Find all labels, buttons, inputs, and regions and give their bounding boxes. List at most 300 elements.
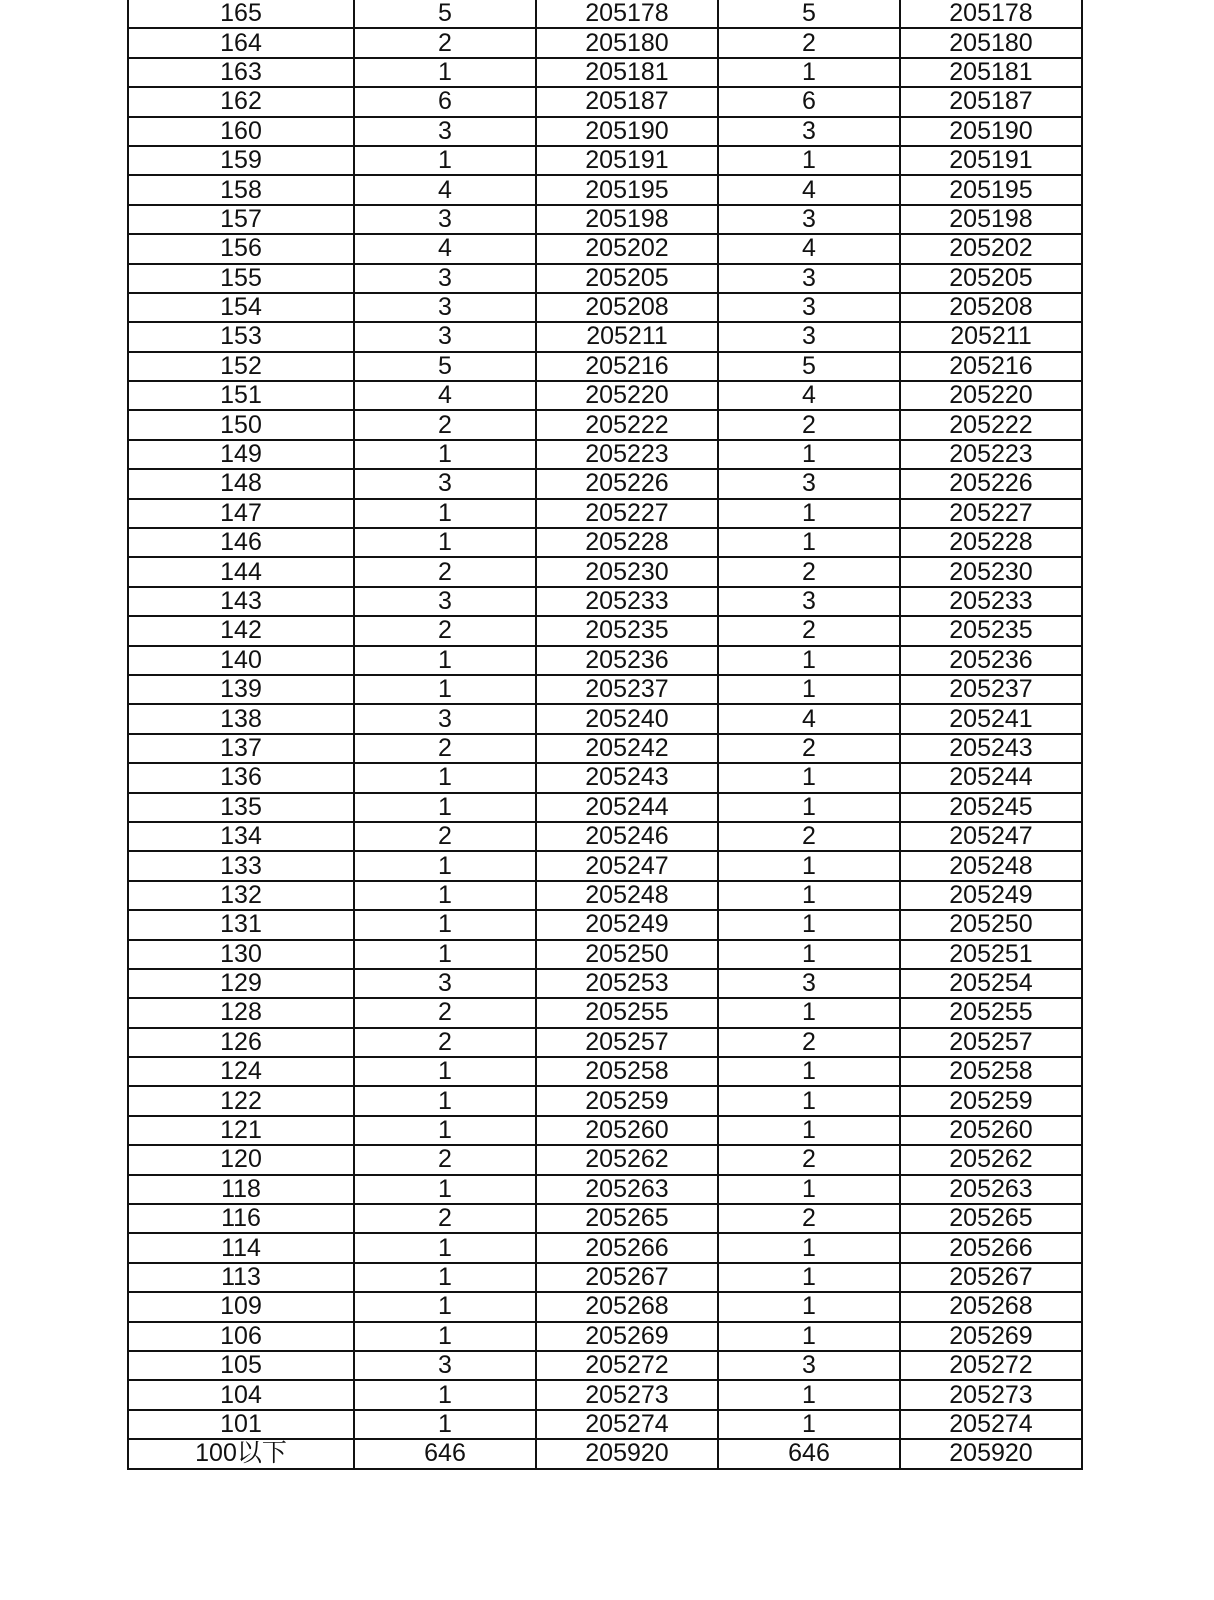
cumulative-cell-a: 205268 [536,1292,718,1321]
cumulative-cell-a: 205260 [536,1116,718,1145]
cumulative-cell-a: 205237 [536,675,718,704]
score-cell: 159 [128,146,354,175]
table-row [128,1145,1082,1174]
cumulative-cell-b: 205223 [900,440,1082,469]
cumulative-cell-a: 205262 [536,1145,718,1174]
count-cell-b: 1 [718,998,900,1027]
count-cell-b: 3 [718,1351,900,1380]
count-cell-b: 5 [718,0,900,28]
table-row [128,910,1082,939]
score-cell: 133 [128,851,354,880]
table-row [128,234,1082,263]
cumulative-cell-a: 205208 [536,293,718,322]
cumulative-cell-b: 205249 [900,881,1082,910]
table-row [128,440,1082,469]
table-row [128,1086,1082,1115]
cumulative-cell-b: 205211 [900,322,1082,351]
cumulative-cell-b: 205178 [900,0,1082,28]
table-row [128,969,1082,998]
cumulative-cell-a: 205226 [536,469,718,498]
score-cell: 146 [128,528,354,557]
table-row [128,381,1082,410]
count-cell-b: 1 [718,499,900,528]
cumulative-cell-a: 205253 [536,969,718,998]
count-cell-b: 1 [718,1410,900,1439]
count-cell-a: 5 [354,0,536,28]
table-row [128,175,1082,204]
table-row [128,763,1082,792]
cumulative-cell-b: 205208 [900,293,1082,322]
count-cell-b: 2 [718,410,900,439]
cumulative-cell-a: 205246 [536,822,718,851]
table-row [128,851,1082,880]
cumulative-cell-a: 205263 [536,1175,718,1204]
cumulative-cell-a: 205223 [536,440,718,469]
cumulative-cell-b: 205250 [900,910,1082,939]
cumulative-cell-a: 205250 [536,940,718,969]
count-cell-b: 4 [718,704,900,733]
count-cell-a: 1 [354,881,536,910]
table-row [128,293,1082,322]
table-row [128,616,1082,645]
cumulative-cell-b: 205263 [900,1175,1082,1204]
score-cell: 158 [128,175,354,204]
count-cell-a: 1 [354,940,536,969]
table-row [128,410,1082,439]
table-row [128,1351,1082,1380]
count-cell-b: 3 [718,264,900,293]
cumulative-cell-b: 205267 [900,1263,1082,1292]
score-cell: 120 [128,1145,354,1174]
score-cell: 131 [128,910,354,939]
cumulative-cell-a: 205244 [536,793,718,822]
table-row [128,0,1082,28]
score-cell: 157 [128,205,354,234]
score-cell: 153 [128,322,354,351]
table-row [128,1116,1082,1145]
count-cell-a: 3 [354,969,536,998]
count-cell-b: 2 [718,616,900,645]
count-cell-a: 2 [354,998,536,1027]
table-row [128,881,1082,910]
count-cell-b: 1 [718,1292,900,1321]
count-cell-a: 2 [354,28,536,57]
score-cell: 106 [128,1322,354,1351]
count-cell-b: 3 [718,293,900,322]
count-cell-b: 1 [718,440,900,469]
cumulative-cell-a: 205267 [536,1263,718,1292]
cumulative-cell-b: 205220 [900,381,1082,410]
count-cell-a: 1 [354,1233,536,1262]
count-cell-b: 3 [718,322,900,351]
count-cell-b: 1 [718,1380,900,1409]
score-distribution-table [127,0,1083,1470]
cumulative-cell-b: 205191 [900,146,1082,175]
table-row [128,28,1082,57]
cumulative-cell-a: 205220 [536,381,718,410]
score-cell: 148 [128,469,354,498]
cumulative-cell-b: 205273 [900,1380,1082,1409]
table-row [128,1322,1082,1351]
cumulative-cell-a: 205243 [536,763,718,792]
cumulative-cell-a: 205920 [536,1439,718,1468]
score-cell: 142 [128,616,354,645]
table-row [128,1263,1082,1292]
score-cell: 152 [128,352,354,381]
cumulative-cell-b: 205236 [900,646,1082,675]
cumulative-cell-b: 205244 [900,763,1082,792]
cumulative-cell-a: 205202 [536,234,718,263]
count-cell-a: 2 [354,1204,536,1233]
table-row [128,998,1082,1027]
table-row [128,1057,1082,1086]
count-cell-a: 1 [354,793,536,822]
cumulative-cell-a: 205198 [536,205,718,234]
table-row [128,1410,1082,1439]
table-row [128,734,1082,763]
count-cell-a: 1 [354,146,536,175]
count-cell-b: 4 [718,234,900,263]
count-cell-a: 3 [354,264,536,293]
cumulative-cell-b: 205247 [900,822,1082,851]
score-cell: 118 [128,1175,354,1204]
count-cell-a: 1 [354,440,536,469]
cumulative-cell-b: 205235 [900,616,1082,645]
cumulative-cell-b: 205195 [900,175,1082,204]
count-cell-a: 1 [354,1263,536,1292]
count-cell-a: 1 [354,910,536,939]
cumulative-cell-a: 205248 [536,881,718,910]
cumulative-cell-b: 205187 [900,87,1082,116]
count-cell-b: 2 [718,28,900,57]
count-cell-b: 1 [718,910,900,939]
cumulative-cell-b: 205260 [900,1116,1082,1145]
count-cell-b: 1 [718,851,900,880]
cumulative-cell-a: 205272 [536,1351,718,1380]
cumulative-cell-b: 205205 [900,264,1082,293]
count-cell-a: 1 [354,851,536,880]
score-cell: 128 [128,998,354,1027]
count-cell-b: 1 [718,793,900,822]
count-cell-b: 2 [718,1204,900,1233]
count-cell-a: 1 [354,1410,536,1439]
count-cell-b: 3 [718,969,900,998]
cumulative-cell-a: 205249 [536,910,718,939]
table-row [128,146,1082,175]
count-cell-b: 2 [718,557,900,586]
count-cell-b: 3 [718,117,900,146]
cumulative-cell-a: 205236 [536,646,718,675]
cumulative-cell-b: 205255 [900,998,1082,1027]
count-cell-a: 646 [354,1439,536,1468]
count-cell-b: 5 [718,352,900,381]
cumulative-cell-a: 205191 [536,146,718,175]
cumulative-cell-a: 205266 [536,1233,718,1262]
cumulative-cell-b: 205180 [900,28,1082,57]
score-cell: 104 [128,1380,354,1409]
count-cell-a: 1 [354,499,536,528]
count-cell-a: 1 [354,675,536,704]
count-cell-a: 3 [354,205,536,234]
count-cell-b: 1 [718,1086,900,1115]
score-cell: 160 [128,117,354,146]
cumulative-cell-b: 205248 [900,851,1082,880]
score-cell: 132 [128,881,354,910]
cumulative-cell-a: 205178 [536,0,718,28]
score-cell: 149 [128,440,354,469]
cumulative-cell-b: 205266 [900,1233,1082,1262]
count-cell-b: 3 [718,205,900,234]
cumulative-cell-b: 205243 [900,734,1082,763]
score-cell: 116 [128,1204,354,1233]
table-row [128,117,1082,146]
count-cell-a: 1 [354,1116,536,1145]
cumulative-cell-b: 205257 [900,1028,1082,1057]
count-cell-a: 1 [354,1380,536,1409]
count-cell-a: 1 [354,1086,536,1115]
count-cell-a: 2 [354,557,536,586]
count-cell-b: 1 [718,146,900,175]
table-row [128,205,1082,234]
cumulative-cell-b: 205251 [900,940,1082,969]
count-cell-a: 3 [354,322,536,351]
cumulative-cell-b: 205227 [900,499,1082,528]
count-cell-b: 2 [718,1145,900,1174]
cumulative-cell-b: 205265 [900,1204,1082,1233]
cumulative-cell-a: 205257 [536,1028,718,1057]
table-row [128,1380,1082,1409]
count-cell-b: 1 [718,1175,900,1204]
cumulative-cell-a: 205228 [536,528,718,557]
count-cell-a: 2 [354,734,536,763]
count-cell-b: 646 [718,1439,900,1468]
count-cell-a: 1 [354,58,536,87]
table-row [128,940,1082,969]
score-cell: 154 [128,293,354,322]
count-cell-b: 2 [718,734,900,763]
count-cell-a: 1 [354,1057,536,1086]
cumulative-cell-b: 205254 [900,969,1082,998]
count-cell-a: 1 [354,1175,536,1204]
score-cell: 136 [128,763,354,792]
cumulative-cell-a: 205181 [536,58,718,87]
score-cell: 162 [128,87,354,116]
count-cell-a: 1 [354,763,536,792]
score-cell: 164 [128,28,354,57]
table-row [128,528,1082,557]
count-cell-b: 1 [718,763,900,792]
count-cell-b: 2 [718,822,900,851]
cumulative-cell-b: 205241 [900,704,1082,733]
cumulative-cell-b: 205245 [900,793,1082,822]
table-row [128,499,1082,528]
count-cell-b: 1 [718,940,900,969]
cumulative-cell-b: 205258 [900,1057,1082,1086]
score-cell: 151 [128,381,354,410]
cumulative-cell-b: 205920 [900,1439,1082,1468]
table-row [128,793,1082,822]
cumulative-cell-b: 205269 [900,1322,1082,1351]
table-body [128,0,1082,1469]
cumulative-cell-a: 205227 [536,499,718,528]
table-row [128,822,1082,851]
cumulative-cell-b: 205237 [900,675,1082,704]
score-cell: 165 [128,0,354,28]
count-cell-b: 4 [718,381,900,410]
count-cell-b: 1 [718,1233,900,1262]
cumulative-cell-a: 205273 [536,1380,718,1409]
score-cell: 143 [128,587,354,616]
score-cell: 156 [128,234,354,263]
table-row [128,322,1082,351]
table-row [128,1204,1082,1233]
cumulative-cell-a: 205230 [536,557,718,586]
cumulative-cell-a: 205222 [536,410,718,439]
cumulative-cell-b: 205198 [900,205,1082,234]
count-cell-b: 1 [718,58,900,87]
count-cell-a: 2 [354,616,536,645]
count-cell-a: 4 [354,234,536,263]
count-cell-a: 4 [354,175,536,204]
cumulative-cell-b: 205228 [900,528,1082,557]
count-cell-a: 5 [354,352,536,381]
table-row [128,557,1082,586]
table-row [128,469,1082,498]
count-cell-a: 3 [354,704,536,733]
score-cell: 129 [128,969,354,998]
score-cell: 105 [128,1351,354,1380]
cumulative-cell-b: 205216 [900,352,1082,381]
count-cell-a: 1 [354,646,536,675]
cumulative-cell-b: 205181 [900,58,1082,87]
cumulative-cell-a: 205269 [536,1322,718,1351]
cumulative-cell-a: 205265 [536,1204,718,1233]
count-cell-b: 2 [718,1028,900,1057]
count-cell-a: 3 [354,1351,536,1380]
cumulative-cell-b: 205259 [900,1086,1082,1115]
cumulative-cell-a: 205274 [536,1410,718,1439]
cumulative-cell-a: 205180 [536,28,718,57]
score-cell: 135 [128,793,354,822]
count-cell-b: 1 [718,646,900,675]
table-row [128,587,1082,616]
count-cell-b: 3 [718,469,900,498]
cumulative-cell-b: 205233 [900,587,1082,616]
score-cell: 122 [128,1086,354,1115]
count-cell-a: 4 [354,381,536,410]
count-cell-b: 1 [718,1116,900,1145]
table-row [128,352,1082,381]
cumulative-cell-a: 205211 [536,322,718,351]
count-cell-a: 2 [354,410,536,439]
score-cell: 140 [128,646,354,675]
cumulative-cell-b: 205226 [900,469,1082,498]
table-row [128,1292,1082,1321]
score-cell: 163 [128,58,354,87]
count-cell-b: 1 [718,881,900,910]
cumulative-cell-b: 205272 [900,1351,1082,1380]
score-cell: 150 [128,410,354,439]
count-cell-b: 1 [718,675,900,704]
count-cell-a: 1 [354,1322,536,1351]
score-cell: 144 [128,557,354,586]
count-cell-a: 1 [354,528,536,557]
cumulative-cell-b: 205202 [900,234,1082,263]
cumulative-cell-a: 205190 [536,117,718,146]
score-cell: 121 [128,1116,354,1145]
table-row [128,1439,1082,1468]
cumulative-cell-a: 205187 [536,87,718,116]
cumulative-cell-a: 205247 [536,851,718,880]
score-cell: 134 [128,822,354,851]
count-cell-b: 4 [718,175,900,204]
score-cell: 130 [128,940,354,969]
count-cell-a: 3 [354,587,536,616]
cumulative-cell-a: 205216 [536,352,718,381]
count-cell-a: 3 [354,469,536,498]
count-cell-a: 3 [354,293,536,322]
cumulative-cell-a: 205259 [536,1086,718,1115]
table-row [128,675,1082,704]
cumulative-cell-a: 205195 [536,175,718,204]
cumulative-cell-a: 205235 [536,616,718,645]
count-cell-b: 6 [718,87,900,116]
score-cell: 155 [128,264,354,293]
cumulative-cell-b: 205230 [900,557,1082,586]
score-cell: 114 [128,1233,354,1262]
table-row [128,1233,1082,1262]
cumulative-cell-a: 205233 [536,587,718,616]
count-cell-b: 1 [718,1322,900,1351]
cumulative-cell-b: 205274 [900,1410,1082,1439]
cumulative-cell-b: 205190 [900,117,1082,146]
table-row [128,1175,1082,1204]
score-cell: 109 [128,1292,354,1321]
table-row [128,1028,1082,1057]
count-cell-b: 1 [718,528,900,557]
table-row [128,264,1082,293]
table-row [128,87,1082,116]
score-cell: 100以下 [128,1439,354,1468]
count-cell-b: 1 [718,1263,900,1292]
count-cell-b: 3 [718,587,900,616]
score-cell: 138 [128,704,354,733]
count-cell-a: 1 [354,1292,536,1321]
table-row [128,58,1082,87]
score-cell: 126 [128,1028,354,1057]
cumulative-cell-b: 205262 [900,1145,1082,1174]
cumulative-cell-a: 205242 [536,734,718,763]
cumulative-cell-b: 205268 [900,1292,1082,1321]
cumulative-cell-b: 205222 [900,410,1082,439]
score-cell: 137 [128,734,354,763]
count-cell-a: 6 [354,87,536,116]
count-cell-b: 1 [718,1057,900,1086]
score-cell: 101 [128,1410,354,1439]
score-cell: 124 [128,1057,354,1086]
cumulative-cell-a: 205255 [536,998,718,1027]
cumulative-cell-a: 205205 [536,264,718,293]
cumulative-cell-a: 205258 [536,1057,718,1086]
cumulative-cell-a: 205240 [536,704,718,733]
table-row [128,646,1082,675]
count-cell-a: 3 [354,117,536,146]
count-cell-a: 2 [354,1028,536,1057]
score-cell: 113 [128,1263,354,1292]
count-cell-a: 2 [354,1145,536,1174]
table-row [128,704,1082,733]
count-cell-a: 2 [354,822,536,851]
